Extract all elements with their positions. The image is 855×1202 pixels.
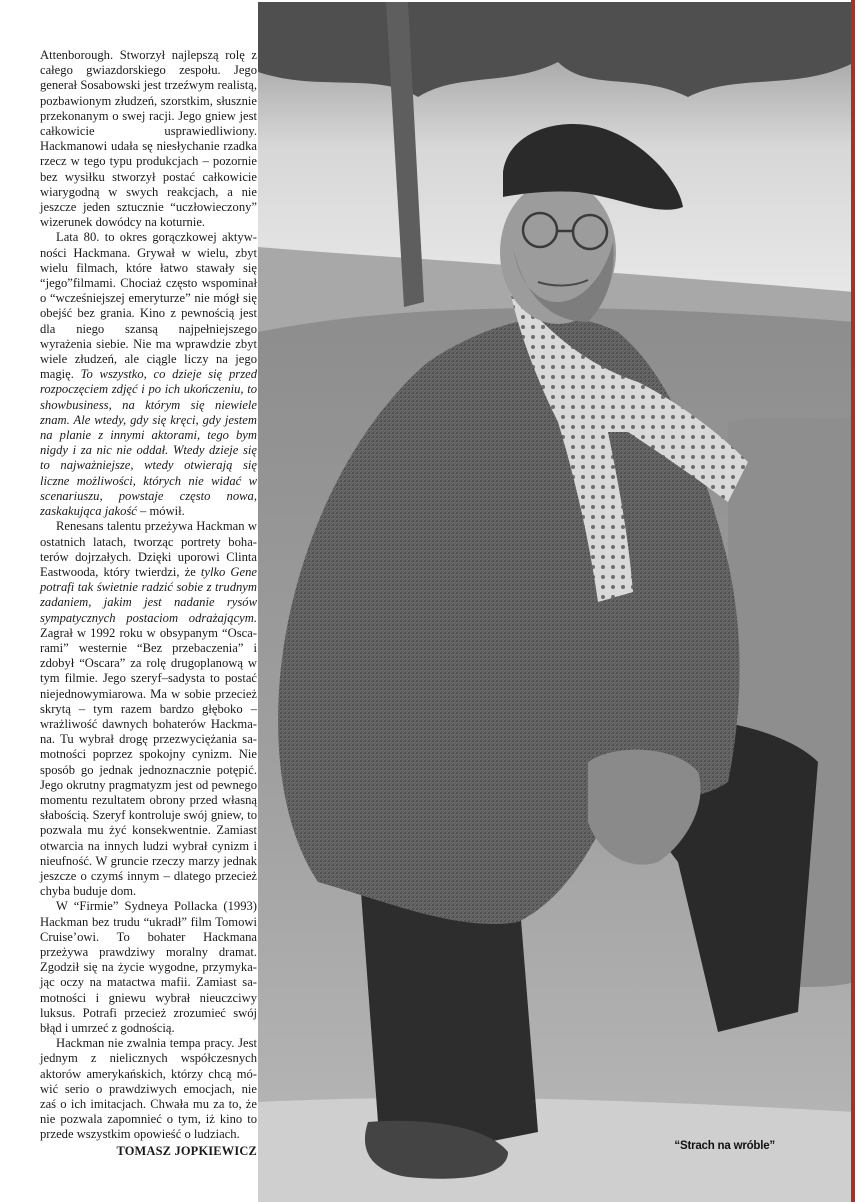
film-still-photo [258,2,855,1202]
photo-caption: “Strach na wróble” [674,1140,775,1152]
text-run: Lata 80. to okres gorączkowej aktywności Hackmana. Grywał w wielu, zbyt wielu filmach, które łatwo stawały się “jego”filmami. Chociaż często wspominał o “wcześniejszej emeryturze” nie mógł się obejść bez grania. Kino z pewnością jest dla niego szansą najpełniejszego wyrażenia siebie. Nie ma wprawdzie zbyt wiele złudzeń, ale ciągle liczy na jego magię. [40,230,257,382]
article-column [40,48,257,1159]
author-signature: TOMASZ JOPKIEWICZ [116,1143,257,1158]
text-run: Hackman nie zwalnia tempa pracy. Jest jednym z nielicznych współczesnych aktorów amerykańskich, którzy chcą mówić serio o prawdziwych emocjach, nie zaś o ich imitacjach. Chwała mu za to, że nie pozwala zapomnieć o tym, iż kino to przede wszystkim opowieść o ludziach. [40,1036,257,1142]
text-run: Attenborough. Stworzył najlepszą rolę z całego gwiazdorskiego zespołu. Jego generał Sosabowski jest trzeźwym realistą, pozbawionym złudzeń, szorstkim, słusznie przekonanym o swej racji. Jego gniew jest całkowicie usprawiedliwiony. Hackmanowi udała sę niesłychanie rzadka rzecz w tego typu produkcjach – pozornie bez wysiłku stworzył postać całkowicie wiarygodną w swych reakcjach, a nie jeszcze jeden sztucznie “uczłowieczony” wizerunek dowódcy na koturnie. [40,48,257,230]
article-paragraph [40,48,257,230]
photo-illustration [258,2,855,1202]
italic-quote: To wszystko, co dzieje się przed rozpoczęciem zdjęć i po ich ukończeniu, to showbusiness, na którym się niewiele znam. Ale wtedy, gdy się kręci, gdy jestem na planie z innymi aktorami, tego bym nigdy i za nic nie oddał. Wtedy dzieje się to najważniejsze, wtedy otwierają się liczne możliwości, których nie widać w scenariuszu, powstaje często nowa, zaskakująca jakość [40,367,257,519]
article-paragraph [40,519,257,899]
article-body [40,48,257,1143]
article-paragraph [40,1036,257,1142]
text-run: Zagrał w 1992 roku w obsypanym “Oscarami” westernie “Bez przebaczenia” i zdobył “Oscara” za rolę drugoplanową w tym filmie. Jego szeryf–sadysta to postać niejednowymiarowa. Ma w sobie przecież skrytą – tym razem bardzo głęboko – wrażliwość dawnych bohaterów Hackmana. Tu wybrał drogę przezwyciężania samotności poprzez spokojny cynizm. Nie sposób go jednak jednoznacznie potępić. Jego okrutny pragmatyzm jest od pewnego momentu rezultatem obrony przed własną słabością. Szeryf kontroluje swój gniew, to pozwala mu żyć konsekwentnie. Zamiast otwarcia na innych ludzi wybrał cynizm i nieufność. W gruncie rzeczy marzy jednak jeszcze o czymś innym – dlatego przecież chyba buduje dom. [40,625,257,899]
article-paragraph [40,230,257,519]
page-edge-strip [851,0,855,1202]
article-paragraph [40,899,257,1036]
text-run: – mówił. [136,504,185,519]
text-run: W “Firmie” Sydneya Pollacka (1993) Hackman bez trudu “ukradł” film Tomowi Cruise’owi. To bohater Hackmana przeżywa prawdziwy moralny dramat. Zgodził się na życie wygodne, przymykając oczy na matactwa mafii. Zamiast samotności i gniewu wybrał nieuczciwy luksus. Potrafi przecież zrozumieć swój błąd i umrzeć z godnością. [40,899,257,1035]
text-run: Renesans talentu przeżywa Hackman w ostatnich latach, tworząc portrety bohaterów dojrzałych. Dzięki uporowi Clinta Eastwooda, który twierdzi, że [40,519,257,579]
italic-quote: tylko Gene potrafi tak świetnie radzić sobie z trudnym zadaniem, jakim jest nadanie rysów sympatycznych postaciom odrażającym. [40,564,257,625]
